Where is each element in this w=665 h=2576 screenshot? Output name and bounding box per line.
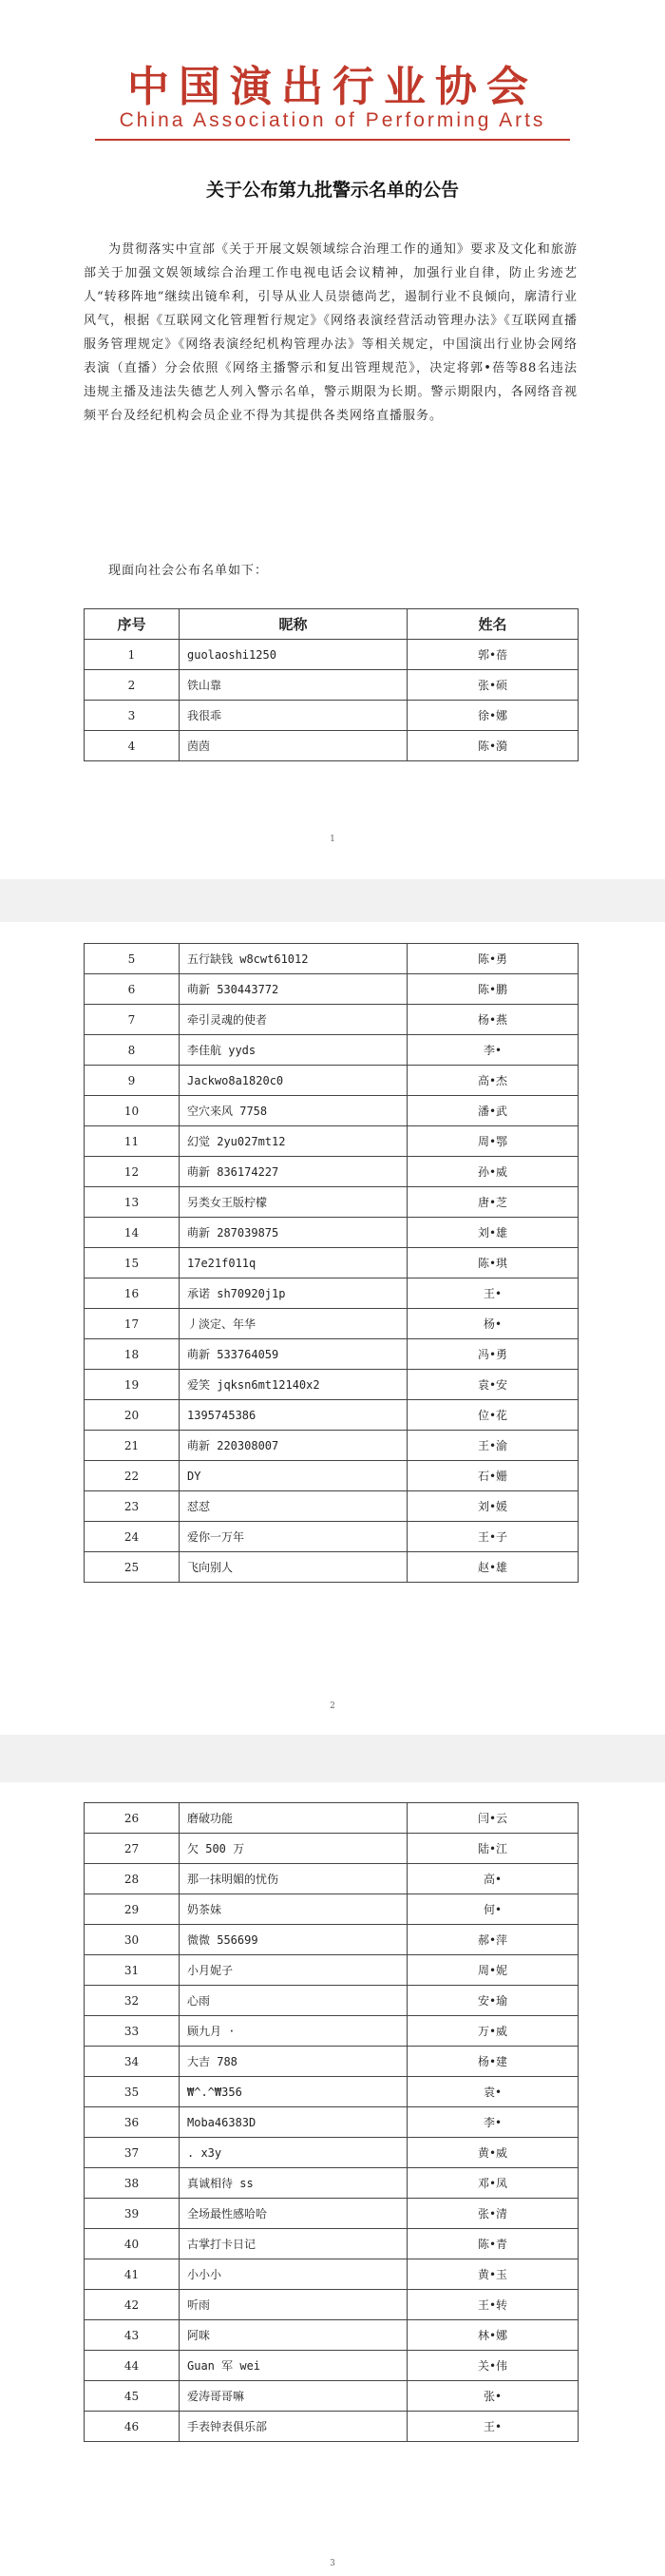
table-row [85, 1552, 579, 1583]
table-row [85, 1066, 579, 1096]
row-index: 46 [85, 2412, 180, 2442]
row-name: 黄•玉 [408, 2259, 579, 2290]
row-index: 14 [85, 1218, 180, 1248]
org-name-en: China Association of Performing Arts [119, 109, 546, 131]
row-name: 李• [408, 1035, 579, 1066]
row-index: 24 [85, 1522, 180, 1552]
row-index: 43 [85, 2320, 180, 2351]
table-row [85, 2107, 579, 2138]
row-nickname: 真诚相待 ss [180, 2168, 408, 2199]
row-name: 郝•萍 [408, 1925, 579, 1955]
row-nickname: 萌新 836174227 [180, 1157, 408, 1187]
table-row [85, 1126, 579, 1157]
row-nickname: 古掌打卡日记 [180, 2229, 408, 2259]
row-name: 王• [408, 2412, 579, 2442]
row-nickname: 承诺 sh70920j1p [180, 1278, 408, 1309]
row-index: 42 [85, 2290, 180, 2320]
row-index: 37 [85, 2138, 180, 2168]
row-index: 4 [85, 731, 180, 761]
row-index: 15 [85, 1248, 180, 1278]
row-nickname: 那一抹明媚的忧伤 [180, 1864, 408, 1894]
row-name: 陈•琪 [408, 1248, 579, 1278]
header-nickname: 昵称 [180, 609, 408, 640]
row-name: 孙•威 [408, 1157, 579, 1187]
row-index: 6 [85, 974, 180, 1005]
table-row [85, 2016, 579, 2047]
table-row [85, 2199, 579, 2229]
row-nickname: 微微 556699 [180, 1925, 408, 1955]
row-index: 12 [85, 1157, 180, 1187]
row-index: 34 [85, 2047, 180, 2077]
row-index: 11 [85, 1126, 180, 1157]
row-name: 袁•安 [408, 1370, 579, 1400]
row-nickname: 牵引灵魂的使者 [180, 1005, 408, 1035]
row-name: 王•转 [408, 2290, 579, 2320]
table-row [85, 1157, 579, 1187]
row-name: 林•娜 [408, 2320, 579, 2351]
row-name: 杨• [408, 1309, 579, 1339]
row-name: 安•瑜 [408, 1986, 579, 2016]
table-row [85, 1005, 579, 1035]
org-name-cn: 中国演出行业协会 [127, 63, 538, 111]
row-name: 张•硕 [408, 670, 579, 701]
page-number: 2 [330, 1701, 335, 1711]
row-name: 王•渝 [408, 1431, 579, 1461]
table-row [85, 944, 579, 974]
row-name: 陈•鹏 [408, 974, 579, 1005]
row-nickname: 磨破功能 [180, 1803, 408, 1834]
table-row [85, 1096, 579, 1126]
row-nickname: 全场最性感哈哈 [180, 2199, 408, 2229]
row-index: 10 [85, 1096, 180, 1126]
row-index: 25 [85, 1552, 180, 1583]
table-row [85, 1955, 579, 1986]
table-row [85, 2290, 579, 2320]
table-row [85, 2229, 579, 2259]
row-index: 9 [85, 1066, 180, 1096]
row-index: 2 [85, 670, 180, 701]
row-index: 33 [85, 2016, 180, 2047]
row-nickname: 萌新 530443772 [180, 974, 408, 1005]
row-index: 27 [85, 1834, 180, 1864]
row-nickname: 心雨 [180, 1986, 408, 2016]
row-name: 刘•媛 [408, 1491, 579, 1522]
row-index: 20 [85, 1400, 180, 1431]
row-nickname: 飞向别人 [180, 1552, 408, 1583]
table-row [85, 2351, 579, 2381]
table-row [85, 2381, 579, 2412]
row-nickname: 顾九月 · [180, 2016, 408, 2047]
row-name: 郭•蓓 [408, 640, 579, 670]
table-row [85, 2077, 579, 2107]
header-index: 序号 [85, 609, 180, 640]
row-name: 李• [408, 2107, 579, 2138]
table-row [85, 1803, 579, 1834]
page-number: 1 [330, 835, 335, 844]
row-name: 黄•威 [408, 2138, 579, 2168]
row-index: 26 [85, 1803, 180, 1834]
row-nickname: Guan 军 wei [180, 2351, 408, 2381]
row-index: 23 [85, 1491, 180, 1522]
row-nickname: 奶茶妹 [180, 1894, 408, 1925]
row-index: 35 [85, 2077, 180, 2107]
row-name: 赵•雄 [408, 1552, 579, 1583]
table-row [85, 1218, 579, 1248]
row-index: 30 [85, 1925, 180, 1955]
row-nickname: 另类女王版柠檬 [180, 1187, 408, 1218]
row-name: 冯•勇 [408, 1339, 579, 1370]
row-name: 王• [408, 1278, 579, 1309]
table-row [85, 2168, 579, 2199]
table-row [85, 1035, 579, 1066]
row-index: 16 [85, 1278, 180, 1309]
table-row [85, 2320, 579, 2351]
row-index: 7 [85, 1005, 180, 1035]
table-row [85, 2259, 579, 2290]
row-index: 19 [85, 1370, 180, 1400]
table-header-row [85, 609, 579, 640]
row-name: 陈•漪 [408, 731, 579, 761]
row-nickname: 17e21f011q [180, 1248, 408, 1278]
row-index: 36 [85, 2107, 180, 2138]
row-name: 陈•勇 [408, 944, 579, 974]
table-row [85, 1248, 579, 1278]
table-row [85, 1431, 579, 1461]
row-index: 17 [85, 1309, 180, 1339]
table-row [85, 1370, 579, 1400]
row-name: 何• [408, 1894, 579, 1925]
table-row [85, 1461, 579, 1491]
table-row [85, 1339, 579, 1370]
row-name: 徐•娜 [408, 701, 579, 731]
table-row [85, 1834, 579, 1864]
row-index: 39 [85, 2199, 180, 2229]
list-intro: 现面向社会公布名单如下： [108, 564, 269, 578]
row-index: 22 [85, 1461, 180, 1491]
row-index: 5 [85, 944, 180, 974]
row-name: 高•杰 [408, 1066, 579, 1096]
row-nickname: 爱你一万年 [180, 1522, 408, 1552]
row-nickname: 手表钟表俱乐部 [180, 2412, 408, 2442]
warning-list-table [84, 943, 579, 1583]
row-index: 44 [85, 2351, 180, 2381]
table-row [85, 670, 579, 701]
row-index: 29 [85, 1894, 180, 1925]
row-index: 41 [85, 2259, 180, 2290]
row-index: 3 [85, 701, 180, 731]
row-index: 8 [85, 1035, 180, 1066]
row-nickname: 萌新 287039875 [180, 1218, 408, 1248]
row-nickname: 爱涛哥哥嘛 [180, 2381, 408, 2412]
table-row [85, 974, 579, 1005]
row-name: 邓•凤 [408, 2168, 579, 2199]
row-index: 1 [85, 640, 180, 670]
header-name: 姓名 [408, 609, 579, 640]
table-row [85, 1986, 579, 2016]
page-gap [0, 1735, 665, 1782]
row-index: 32 [85, 1986, 180, 2016]
table-row [85, 731, 579, 761]
row-nickname: 阿咪 [180, 2320, 408, 2351]
row-nickname: 欠 500 万 [180, 1834, 408, 1864]
table-row [85, 1522, 579, 1552]
row-index: 21 [85, 1431, 180, 1461]
row-nickname: guolaoshi1250 [180, 640, 408, 670]
row-nickname: ₩^.^₩356 [180, 2077, 408, 2107]
row-nickname: DY [180, 1461, 408, 1491]
table-row [85, 640, 579, 670]
row-nickname: 铁山靠 [180, 670, 408, 701]
row-name: 杨•建 [408, 2047, 579, 2077]
row-index: 40 [85, 2229, 180, 2259]
table-row [85, 2138, 579, 2168]
row-nickname: 怼怼 [180, 1491, 408, 1522]
row-nickname: . x3y [180, 2138, 408, 2168]
row-nickname: 萌新 533764059 [180, 1339, 408, 1370]
table-row [85, 1864, 579, 1894]
row-name: 周•妮 [408, 1955, 579, 1986]
row-name: 高• [408, 1864, 579, 1894]
page-gap [0, 879, 665, 922]
table-row [85, 1187, 579, 1218]
row-name: 唐•芝 [408, 1187, 579, 1218]
row-nickname: 茵茵 [180, 731, 408, 761]
row-name: 潘•武 [408, 1096, 579, 1126]
row-name: 闫•云 [408, 1803, 579, 1834]
row-name: 杨•燕 [408, 1005, 579, 1035]
table-row [85, 701, 579, 731]
table-row [85, 2412, 579, 2442]
table-row [85, 1894, 579, 1925]
row-name: 陈•青 [408, 2229, 579, 2259]
row-nickname: 大吉 788 [180, 2047, 408, 2077]
row-nickname: 1395745386 [180, 1400, 408, 1431]
warning-list-table [84, 1802, 579, 2442]
row-nickname: 空穴来风 7758 [180, 1096, 408, 1126]
warning-list-table [84, 608, 579, 761]
row-nickname: 听雨 [180, 2290, 408, 2320]
row-name: 张• [408, 2381, 579, 2412]
row-name: 陆•江 [408, 1834, 579, 1864]
row-index: 45 [85, 2381, 180, 2412]
row-nickname: 李佳航 yyds [180, 1035, 408, 1066]
row-nickname: Moba46383D [180, 2107, 408, 2138]
table-row [85, 1925, 579, 1955]
row-nickname: 萌新 220308007 [180, 1431, 408, 1461]
row-index: 28 [85, 1864, 180, 1894]
row-nickname: 幻觉 2yu027mt12 [180, 1126, 408, 1157]
row-index: 38 [85, 2168, 180, 2199]
row-nickname: 小月妮子 [180, 1955, 408, 1986]
document-title: 关于公布第九批警示名单的公告 [205, 180, 459, 201]
table-row [85, 1278, 579, 1309]
row-nickname: 五行缺钱 w8cwt61012 [180, 944, 408, 974]
row-index: 18 [85, 1339, 180, 1370]
row-name: 石•姗 [408, 1461, 579, 1491]
row-nickname: 小小小 [180, 2259, 408, 2290]
row-name: 万•威 [408, 2016, 579, 2047]
row-nickname: 丿淡定、年华 [180, 1309, 408, 1339]
row-name: 周•鄂 [408, 1126, 579, 1157]
row-name: 位•花 [408, 1400, 579, 1431]
row-name: 王•子 [408, 1522, 579, 1552]
announcement-paragraph: 为贯彻落实中宣部《关于开展文娱领域综合治理工作的通知》要求及文化和旅游部关于加强文娱领域综合治理工作电视电话会议精神，加强行业自律，防止劣迹艺人“转移阵地”继续出镜牟利，引导从业人员崇德尚艺，遏制行业不良倾向，廓清行业风气，根据《互联网文化管理暂行规定》《网络表演经营活动管理办法》《互联网直播服务管理规定》《网络表演经纪机构管理办法》等相关规定，中国演出行业协会网络表演（直播）分会依照《网络主播警示和复出管理规范》，决定将郭•蓓等88名违法违规主播及违法失德艺人列入警示名单，警示期限为长期。警示期限内，各网络音视频平台及经纪机构会员企业不得为其提供各类网络直播服务。 [84, 242, 578, 423]
row-nickname: Jackwo8a1820c0 [180, 1066, 408, 1096]
row-name: 刘•雄 [408, 1218, 579, 1248]
row-name: 张•清 [408, 2199, 579, 2229]
page-number: 3 [330, 2559, 335, 2568]
header-divider [95, 139, 570, 141]
table-row [85, 1309, 579, 1339]
row-index: 13 [85, 1187, 180, 1218]
table-row [85, 1400, 579, 1431]
row-nickname: 我很乖 [180, 701, 408, 731]
row-nickname: 爱笑 jqksn6mt12140x2 [180, 1370, 408, 1400]
row-name: 关•伟 [408, 2351, 579, 2381]
row-index: 31 [85, 1955, 180, 1986]
table-row [85, 1491, 579, 1522]
table-row [85, 2047, 579, 2077]
row-name: 袁• [408, 2077, 579, 2107]
